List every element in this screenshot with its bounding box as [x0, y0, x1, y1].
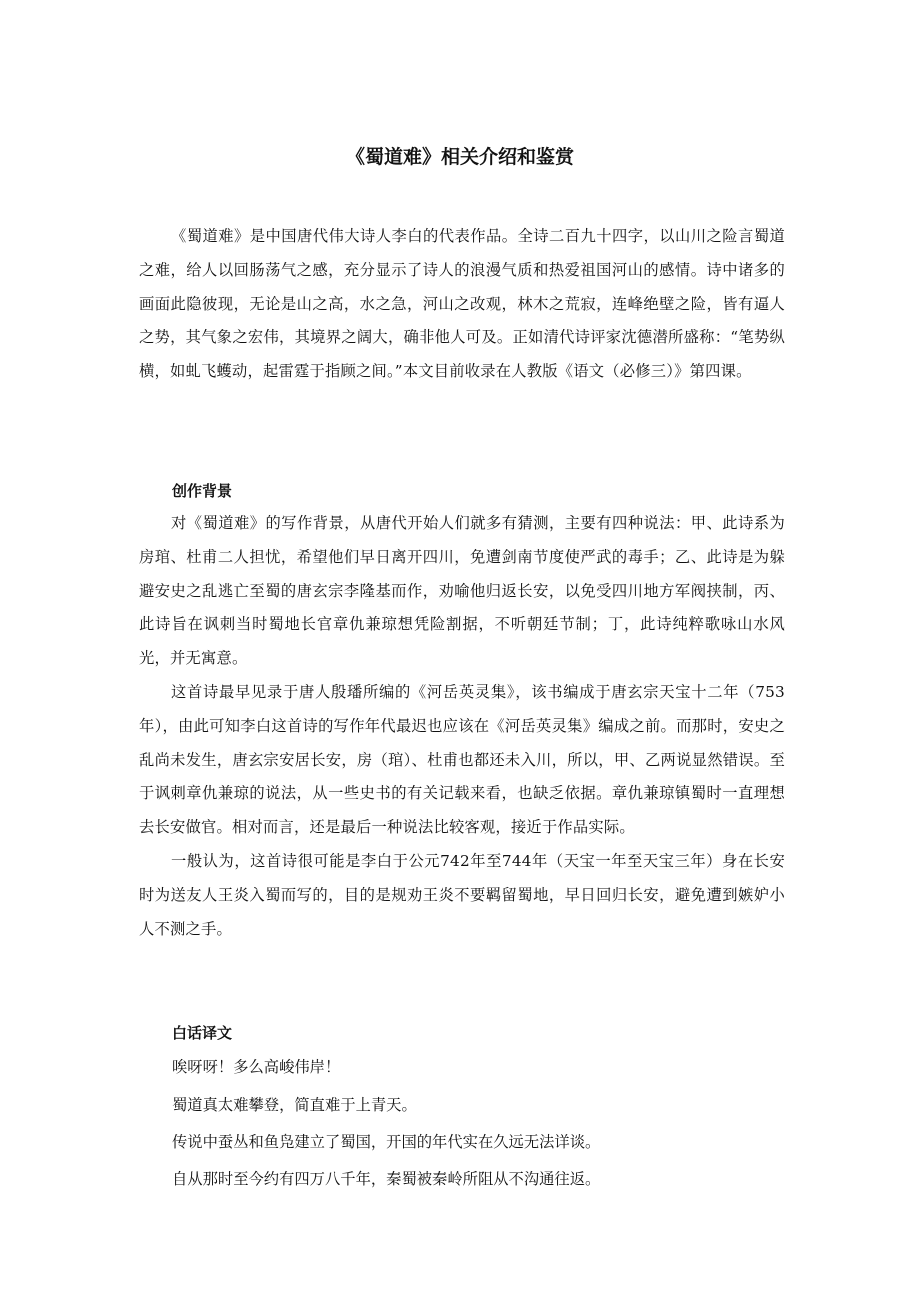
intro-paragraph: 《蜀道难》是中国唐代伟大诗人李白的代表作品。全诗二百九十四字，以山川之险言蜀道之难，给人以回肠荡气之感，充分显示了诗人的浪漫气质和热爱祖国河山的感情。诗中诸多的画面此隐彼现，无论是山之高，水之急，河山之改观，林木之荒寂，连峰绝壁之险，皆有逼人之势，其气象之宏伟，其境界之阔大，确非他人可及。正如清代诗评家沈德潜所盛称：“笔势纵横，如虬飞蠖动，起雷霆于指顾之间。”本文目前收录在人教版《语文（必修三）》第四课。: [139, 227, 785, 381]
section-heading-translation: 白话译文: [172, 1024, 233, 1042]
translation-line-2: 蜀道真太难攀登，简直难于上青天。: [172, 1096, 417, 1114]
translation-line-3: 传说中蚕丛和鱼凫建立了蜀国，开国的年代实在久远无法详谈。: [172, 1133, 601, 1151]
page-title: 《蜀道难》相关介绍和鉴赏: [345, 146, 574, 168]
background-paragraph-3: 一般认为，这首诗很可能是李白于公元742年至744年（天宝一年至天宝三年）身在长安时为送友人王炎入蜀而写的，目的是规劝王炎不要羁留蜀地，早日回归长安，避免遭到嫉妒小人不测之手。: [139, 851, 785, 938]
intro-block: [139, 220, 785, 389]
section-heading-background: 创作背景: [172, 482, 233, 500]
translation-line-1: 唉呀呀！多么高峻伟岸！: [172, 1058, 341, 1076]
background-paragraph-2: 这首诗最早见录于唐人殷璠所编的《河岳英灵集》，该书编成于唐玄宗天宝十二年（753年），由此可知李白这首诗的写作年代最迟也应该在《河岳英灵集》编成之前。而那时，安史之乱尚未发生，唐玄宗安居长安，房（琯）、杜甫也都还未入川，所以，甲、乙两说显然错误。至于讽刺章仇兼琼的说法，从一些史书的有关记载来看，也缺乏依据。章仇兼琼镇蜀时一直理想去长安做官。相对而言，还是最后一种说法比较客观，接近于作品实际。: [139, 682, 785, 837]
background-block: [139, 507, 785, 946]
background-paragraph-1: 对《蜀道难》的写作背景，从唐代开始人们就多有猜测，主要有四种说法：甲、此诗系为房琯、杜甫二人担忧，希望他们早日离开四川，免遭剑南节度使严武的毒手；乙、此诗是为躲避安史之乱逃亡至蜀的唐玄宗李隆基而作，劝喻他归返长安，以免受四川地方军阀挟制，丙、此诗旨在讽刺当时蜀地长官章仇兼琼想凭险割据，不听朝廷节制；丁，此诗纯粹歌咏山水风光，并无寓意。: [139, 514, 785, 668]
translation-line-4: 自从那时至今约有四万八千年，秦蜀被秦岭所阻从不沟通往返。: [172, 1170, 601, 1188]
